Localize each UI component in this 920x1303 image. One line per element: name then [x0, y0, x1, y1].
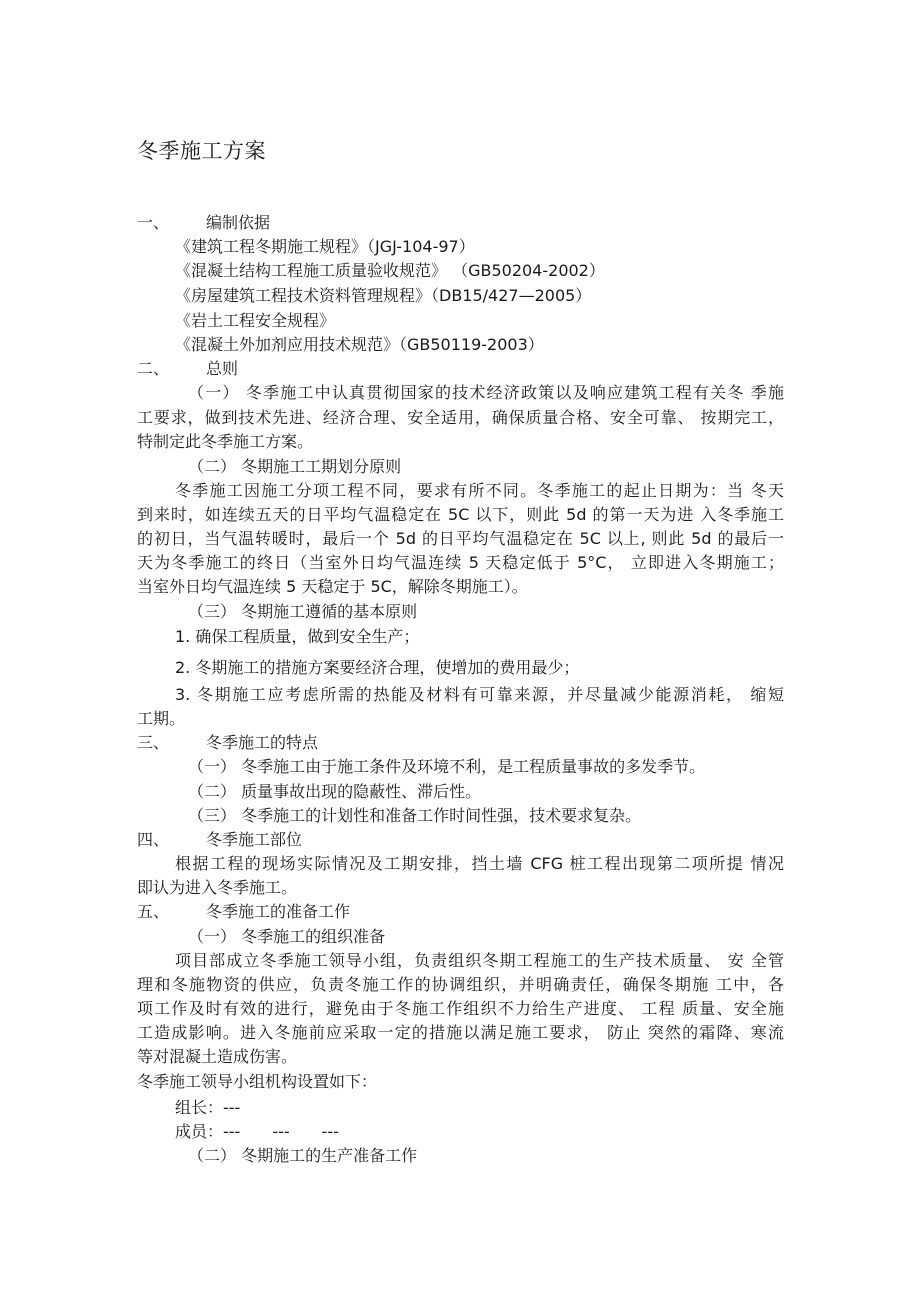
org-members: 成员：--- --- --- — [175, 1122, 339, 1141]
paragraph-line: 根据工程的现场实际情况及工期安排，挡土墙 CFG 桩工程出现第二项所提 情况 — [175, 854, 784, 873]
paragraph-line: 项工作及时有效的进行，避免由于冬施工作组织不力给生产进度、 工程 质量、安全施 — [137, 999, 784, 1018]
paragraph-line: 工造成影响。进入冬施前应采取一定的措施以满足施工要求， 防止 突然的霜降、寒流 — [137, 1023, 784, 1042]
list-item: （三） 冬季施工的计划性和准备工作时间性强，技术要求复杂。 — [188, 806, 642, 825]
org-leader: 组长：--- — [175, 1098, 241, 1117]
list-item: （二） 质量事故出现的隐蔽性、滞后性。 — [188, 782, 482, 801]
section-3-heading: 冬季施工的特点 — [206, 733, 319, 752]
list-item: 2. 冬期施工的措施方案要经济合理，使增加的费用最少； — [175, 658, 580, 677]
reference-item: 《建筑工程冬期施工规程》（JGJ-104-97） — [175, 237, 475, 256]
section-5-number: 五、 — [137, 902, 170, 921]
paragraph-line: 的初日，当气温转暖时，最后一个 5d 的日平均气温稳定在 5C 以上, 则此 5d 的最后一 — [137, 529, 784, 548]
list-item: （一） 冬季施工由于施工条件及环境不利，是工程质量事故的多发季节。 — [188, 757, 706, 776]
list-item: 工期。 — [137, 709, 186, 728]
paragraph-line: 工要求，做到技术先进、经济合理、安全适用，确保质量合格、安全可靠、 按期完工， — [137, 408, 784, 427]
paragraph-line: 到来时，如连续五天的日平均气温稳定在 5C 以下，则此 5d 的第一天为进 入冬季施工 — [137, 505, 784, 524]
section-1-heading: 编制依据 — [206, 213, 271, 232]
org-intro: 冬季施工领导小组机构设置如下： — [137, 1072, 378, 1091]
paragraph-line: 即认为进入冬季施工。 — [137, 878, 298, 897]
subheading: （一） 冬季施工的组织准备 — [188, 927, 386, 946]
paragraph-line: 理和冬施物资的供应，负责冬施工作的协调组织，并明确责任，确保冬期施 工中，各 — [137, 975, 784, 994]
section-2-number: 二、 — [137, 359, 170, 378]
reference-item: 《房屋建筑工程技术资料管理规程》（DB15/427—2005） — [175, 286, 592, 305]
document-title: 冬季施工方案 — [137, 139, 266, 163]
paragraph-line: 冬季施工因施工分项工程不同，要求有所不同。冬季施工的起止日期为：当 冬天 — [175, 481, 784, 500]
paragraph-line: 等对混凝土造成伤害。 — [137, 1047, 298, 1066]
subheading: （二） 冬期施工的生产准备工作 — [188, 1146, 418, 1165]
section-2-heading: 总则 — [206, 359, 239, 378]
section-1-number: 一、 — [137, 213, 170, 232]
section-5-heading: 冬季施工的准备工作 — [206, 902, 351, 921]
paragraph-line: 当室外日均气温连续 5 天稳定于 5C，解除冬期施工）。 — [137, 577, 528, 596]
subheading: （二） 冬期施工工期划分原则 — [188, 457, 402, 476]
reference-item: 《混凝土结构工程施工质量验收规范》 （GB50204-2002） — [175, 261, 605, 280]
subheading: （三） 冬期施工遵循的基本原则 — [188, 602, 418, 621]
paragraph-line: 特制定此冬季施工方案。 — [137, 432, 314, 451]
paragraph-line: （一） 冬季施工中认真贯彻国家的技术经济政策以及响应建筑工程有关冬 季施 — [188, 383, 784, 402]
section-4-number: 四、 — [137, 830, 170, 849]
list-item: 3. 冬期施工应考虑所需的热能及材料有可靠来源，并尽量减少能源消耗， 缩短 — [175, 685, 784, 704]
paragraph-line: 天为冬季施工的终日（当室外日均气温连续 5 天稳定低于 5°C， 立即进入冬期施工； — [137, 553, 784, 572]
section-3-number: 三、 — [137, 733, 170, 752]
paragraph-line: 项目部成立冬季施工领导小组，负责组织冬期工程施工的生产技术质量、 安 全管 — [175, 951, 784, 970]
list-item: 1. 确保工程质量，做到安全生产； — [175, 627, 420, 646]
reference-item: 《混凝土外加剂应用技术规范》（GB50119-2003） — [175, 335, 544, 354]
section-4-heading: 冬季施工部位 — [206, 830, 303, 849]
reference-item: 《岩土工程安全规程》 — [175, 311, 336, 330]
